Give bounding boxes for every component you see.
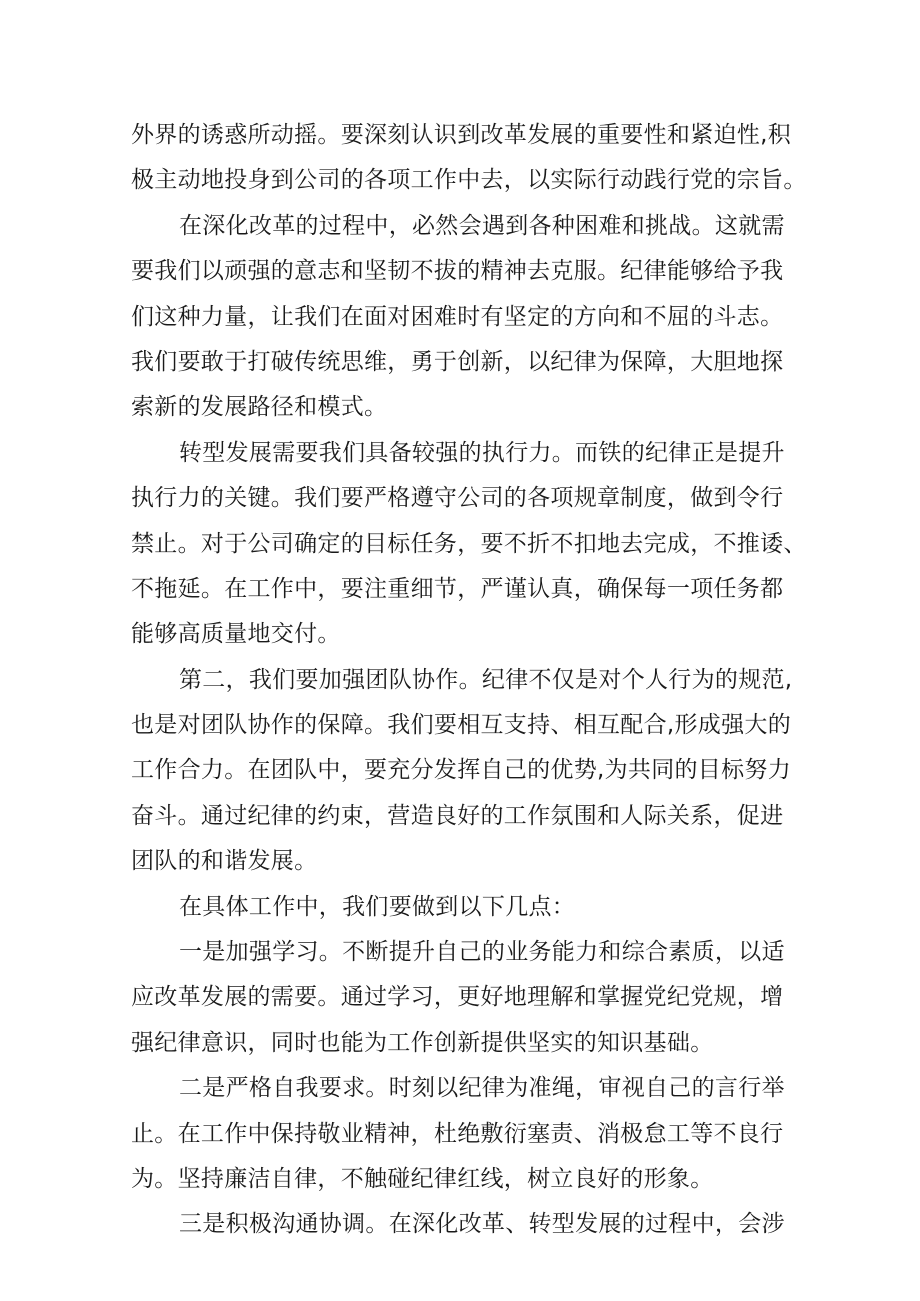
text-line: 要我们以顽强的意志和坚韧不拔的精神去克服。纪律能够给予我 — [131, 258, 784, 285]
text-line: 二是严格自我要求。时刻以纪律为准绳，审视自己的言行举 — [179, 1075, 785, 1102]
paragraph — [131, 431, 807, 658]
document-body — [131, 113, 807, 1248]
text-line: 三是积极沟通协调。在深化改革、转型发展的过程中，会涉 — [179, 1211, 785, 1238]
text-line: 在深化改革的过程中，必然会遇到各种困难和挑战。这就需 — [179, 212, 785, 239]
text-line: 强纪律意识，同时也能为工作创新提供坚实的知识基础。 — [131, 1029, 714, 1056]
text-line: 为。坚持廉洁自律，不触碰纪律红线，树立良好的形象。 — [131, 1165, 714, 1192]
text-line: 索新的发展路径和模式。 — [131, 394, 388, 421]
text-line: 奋斗。通过纪律的约束，营造良好的工作氛围和人际关系，促进 — [131, 802, 784, 829]
text-line: 止。在工作中保持敬业精神，杜绝敷衍塞责、消极怠工等不良行 — [131, 1120, 784, 1147]
paragraph — [131, 930, 791, 1066]
text-line: 外界的诱惑所动摇。要深刻认识到改革发展的重要性和紧迫性,积 — [131, 122, 792, 148]
text-line: 极主动地投身到公司的各项工作中去，以实际行动践行党的宗旨。 — [131, 167, 807, 194]
text-line: 不拖延。在工作中，要注重细节，严谨认真，确保每一项任务都 — [131, 575, 784, 602]
text-line: 执行力的关键。我们要严格遵守公司的各项规章制度，做到令行 — [131, 485, 784, 512]
text-line: 禁止。对于公司确定的目标任务，要不折不扣地去完成，不推诿、 — [131, 530, 807, 557]
text-line: 团队的和谐发展。 — [131, 848, 318, 875]
paragraph — [131, 658, 791, 885]
text-line: 们这种力量，让我们在面对困难时有坚定的方向和不屈的斗志。 — [131, 303, 784, 330]
text-line: 工作合力。在团队中，要充分发挥自己的优势,为共同的目标努力 — [131, 757, 792, 784]
paragraph — [131, 1066, 791, 1202]
text-line: 第二，我们要加强团队协作。纪律不仅是对个人行为的规范, — [179, 666, 793, 693]
text-line: 应改革发展的需要。通过学习，更好地理解和掌握党纪党规，增 — [131, 984, 784, 1011]
paragraph — [131, 885, 791, 930]
text-line: 我们要敢于打破传统思维，勇于创新，以纪律为保障，大胆地探 — [131, 348, 784, 375]
paragraph — [131, 1202, 791, 1247]
paragraph — [131, 113, 807, 204]
text-line: 能够高质量地交付。 — [131, 621, 341, 648]
text-line: 在具体工作中，我们要做到以下几点： — [179, 893, 576, 920]
text-line: 也是对团队协作的保障。我们要相互支持、相互配合,形成强大的 — [131, 712, 792, 739]
paragraph — [131, 204, 791, 431]
text-line: 一是加强学习。不断提升自己的业务能力和综合素质，以适 — [179, 939, 785, 966]
text-line: 转型发展需要我们具备较强的执行力。而铁的纪律正是提升 — [179, 439, 785, 466]
